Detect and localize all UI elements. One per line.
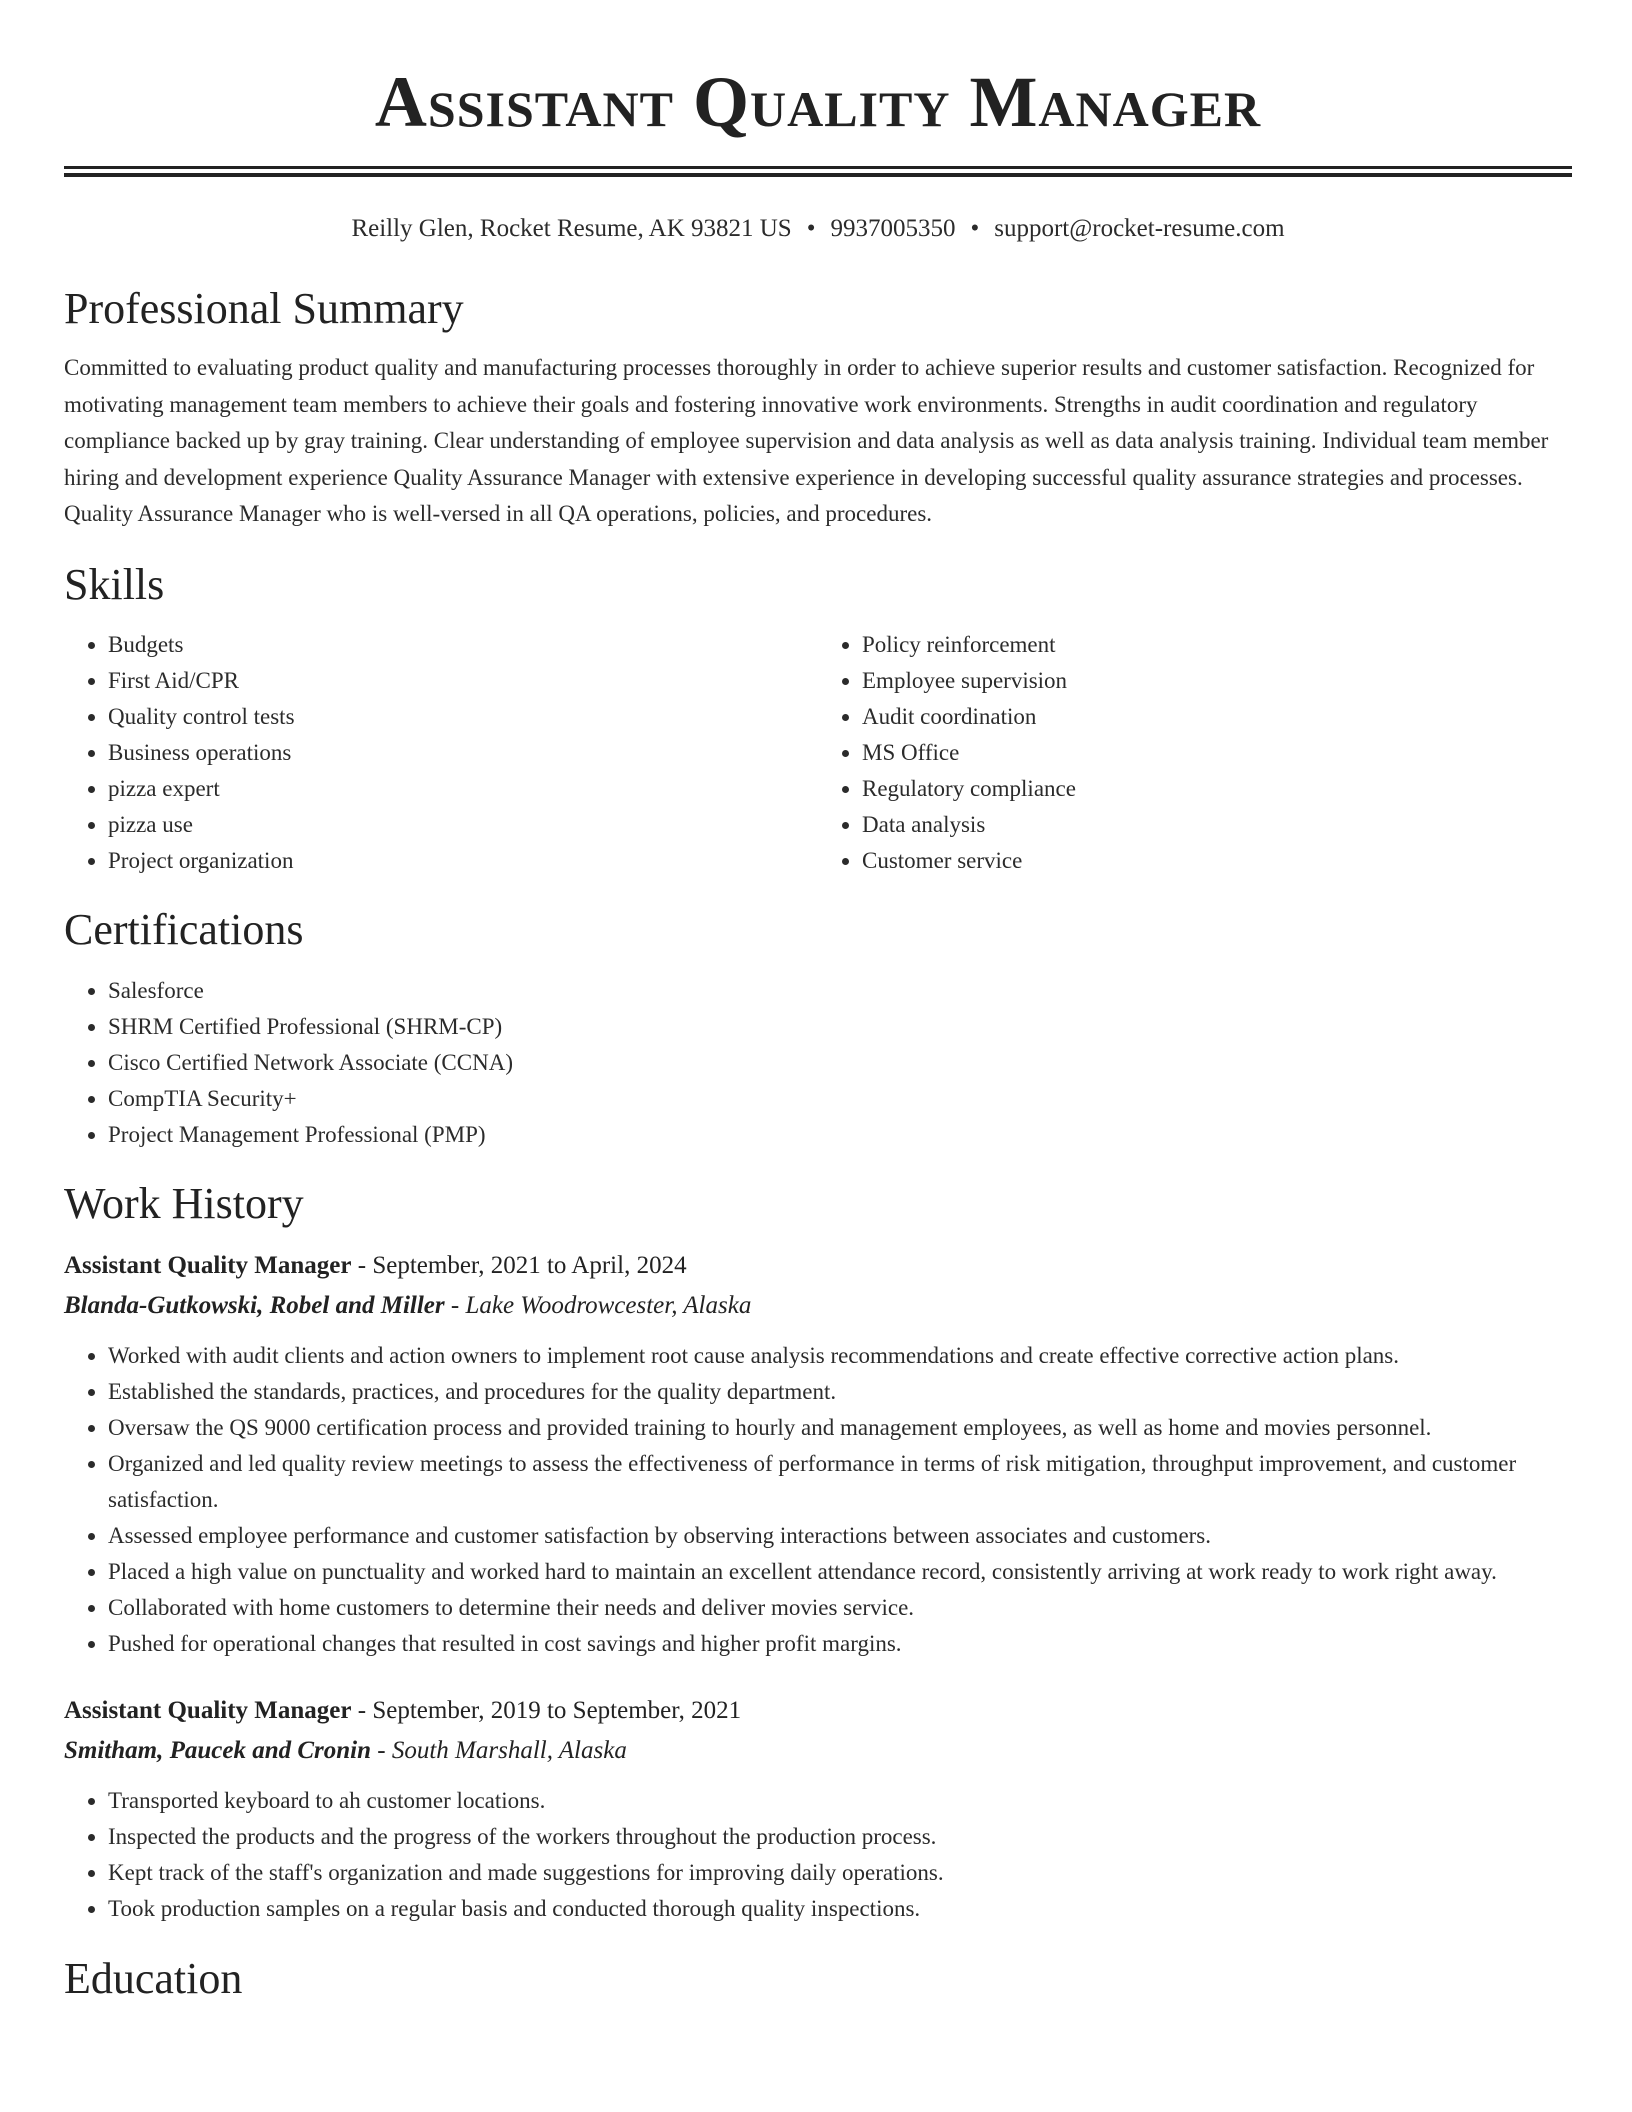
contact-separator: • <box>970 215 980 242</box>
skill-item: • pizza expert <box>108 771 818 807</box>
resume-title: Assistant Quality Manager <box>374 62 1262 142</box>
skill-item: • Budgets <box>108 627 818 663</box>
skill-item: • Policy reinforcement <box>862 627 1572 663</box>
skill-item: • Business operations <box>108 735 818 771</box>
job-bullets <box>64 1783 1572 1927</box>
skill-item: • Quality control tests <box>108 699 818 735</box>
job-title-line <box>64 1246 1572 1286</box>
job-dates: - September, 2019 to September, 2021 <box>351 1696 742 1724</box>
skill-item: • pizza use <box>108 807 818 843</box>
skill-item: • MS Office <box>862 735 1572 771</box>
skills-columns <box>64 627 1572 879</box>
certification-item: • Salesforce <box>108 973 1572 1009</box>
job-bullets <box>64 1338 1572 1662</box>
job-bullet: • Collaborated with home customers to determine their needs and deliver movies service. <box>108 1590 1572 1626</box>
certification-item: • Cisco Certified Network Associate (CCNA) <box>108 1045 1572 1081</box>
certification-item: • Project Management Professional (PMP) <box>108 1117 1572 1153</box>
skill-item: • Audit coordination <box>862 699 1572 735</box>
contact-address: Reilly Glen, Rocket Resume, AK 93821 US <box>351 215 792 242</box>
education-heading: Education <box>64 1953 243 2003</box>
job-bullet: • Pushed for operational changes that resulted in cost savings and higher profit margins. <box>108 1626 1572 1662</box>
job-title-line <box>64 1691 1572 1731</box>
contact-phone: 9937005350 <box>830 215 956 242</box>
certification-item: • CompTIA Security+ <box>108 1081 1572 1117</box>
job-bullet: • Placed a high value on punctuality and worked hard to maintain an excellent attendance record, consistently arriving at work ready to work right away. <box>108 1554 1572 1590</box>
job-company-line <box>64 1731 1572 1771</box>
skills-heading: Skills <box>64 559 165 609</box>
certifications-heading: Certifications <box>64 904 304 954</box>
skill-item: • Employee supervision <box>862 663 1572 699</box>
job-location: - Lake Woodrowcester, Alaska <box>444 1291 752 1319</box>
job-dates: - September, 2021 to April, 2024 <box>351 1251 687 1279</box>
job-bullet: • Worked with audit clients and action owners to implement root cause analysis recommendations and create effective corrective action plans. <box>108 1338 1572 1374</box>
certifications-list <box>64 973 1572 1153</box>
job-bullet: • Inspected the products and the progress of the workers throughout the production process. <box>108 1819 1572 1855</box>
certification-item: • SHRM Certified Professional (SHRM-CP) <box>108 1009 1572 1045</box>
job-bullet: • Took production samples on a regular basis and conducted thorough quality inspections. <box>108 1891 1572 1927</box>
job-title: Assistant Quality Manager <box>64 1251 352 1279</box>
job-company-line <box>64 1286 1572 1326</box>
contact-separator: • <box>806 215 816 242</box>
job-company: Blanda-Gutkowski, Robel and Miller <box>64 1291 445 1319</box>
job-bullet: • Assessed employee performance and customer satisfaction by observing interactions between associates and customers. <box>108 1518 1572 1554</box>
job-bullet: • Oversaw the QS 9000 certification process and provided training to hourly and management employees, as well as home and movies personnel. <box>108 1410 1572 1446</box>
job-bullet: • Kept track of the staff's organization and made suggestions for improving daily operations. <box>108 1855 1572 1891</box>
title-divider <box>64 166 1572 177</box>
skill-item: • Regulatory compliance <box>862 771 1572 807</box>
summary-text: Committed to evaluating product quality and manufacturing processes thoroughly in order to achieve superior results and customer satisfaction. Recognized for motivating management team members to achieve their goals and fostering innovative work environments. Strengths in audit coordination and regulatory compliance backed up by gray training. Clear understanding of employee supervision and data analysis as well as data analysis training. Individual team member hiring and development experience Quality Assurance Manager with extensive experience in developing successful quality assurance strategies and processes. Quality Assurance Manager who is well-versed in all QA operations, policies, and procedures. <box>64 355 1549 526</box>
skills-left-list <box>64 627 818 879</box>
skills-right-list <box>818 627 1572 879</box>
skill-item: • Project organization <box>108 843 818 879</box>
job-bullet: • Organized and led quality review meetings to assess the effectiveness of performance in terms of risk mitigation, throughput improvement, and customer satisfaction. <box>108 1446 1572 1518</box>
job-company: Smitham, Paucek and Cronin <box>64 1736 372 1764</box>
contact-line <box>64 213 1572 245</box>
skill-item: • Data analysis <box>862 807 1572 843</box>
skill-item: • First Aid/CPR <box>108 663 818 699</box>
job-location: - South Marshall, Alaska <box>371 1736 627 1764</box>
summary-heading: Professional Summary <box>64 284 464 333</box>
job-bullet: • Established the standards, practices, and procedures for the quality department. <box>108 1374 1572 1410</box>
resume-page <box>64 0 1572 2005</box>
work-history-heading: Work History <box>64 1178 304 1228</box>
job-title: Assistant Quality Manager <box>64 1696 352 1724</box>
skill-item: • Customer service <box>862 843 1572 879</box>
contact-email: support@rocket-resume.com <box>994 215 1285 242</box>
job-bullet: • Transported keyboard to ah customer locations. <box>108 1783 1572 1819</box>
